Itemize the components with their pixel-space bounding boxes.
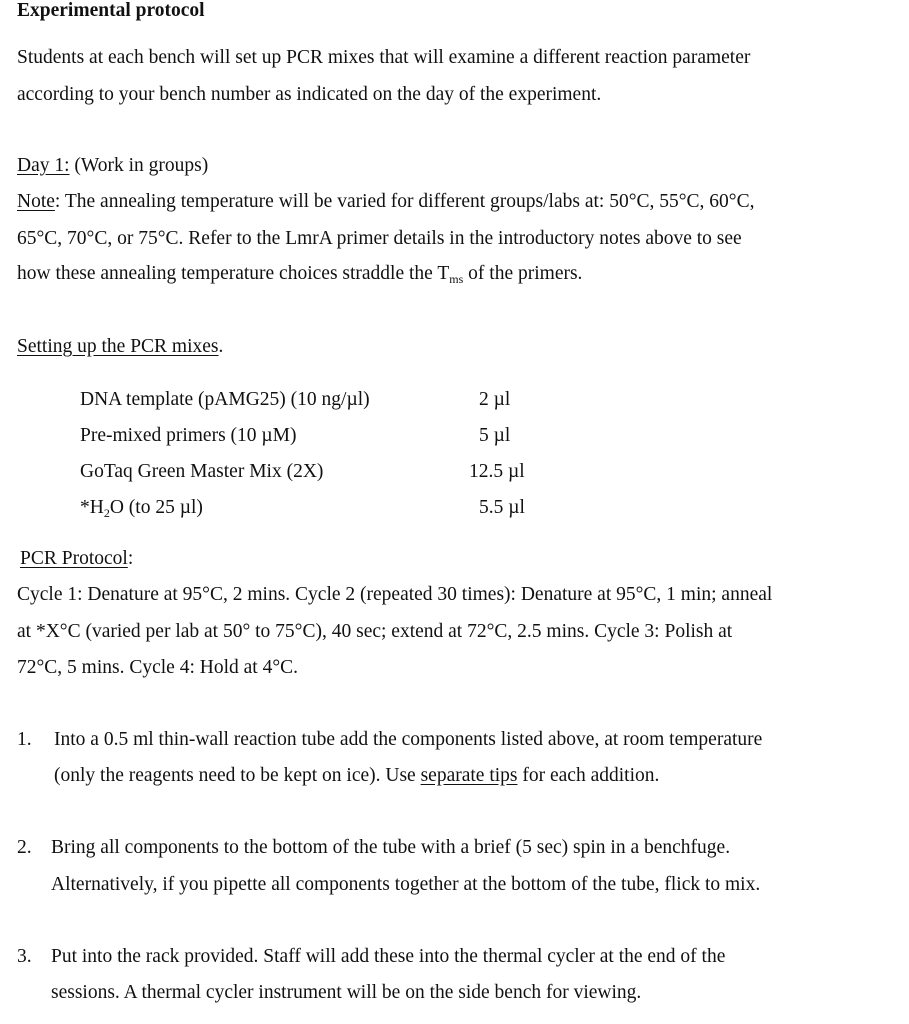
step-3-line-2: sessions. A thermal cycler instrument will be on the side bench for viewing. — [51, 982, 642, 1003]
step-2-line-2: Alternatively, if you pipette all components together at the bottom of the tube, flick to mix. — [51, 874, 761, 895]
step-number: 3. — [17, 946, 32, 967]
pcr-label-end: : — [127, 548, 134, 569]
day1-heading — [17, 156, 208, 176]
reagent-name: Pre-mixed primers (10 µM) — [80, 425, 297, 446]
step-3-line-1: Put into the rack provided. Staff will add these into the thermal cycler at the end of the — [51, 946, 726, 967]
pcr-heading — [20, 549, 133, 569]
setup-heading — [17, 337, 223, 357]
reagent-volume: 5 µl — [479, 425, 511, 446]
day1-label: Day 1: — [17, 155, 70, 176]
step-1-line-2-post: for each addition. — [517, 765, 660, 786]
pcr-line-1: Cycle 1: Denature at 95°C, 2 mins. Cycle 2 (repeated 30 times): Denature at 95°C, 1 min; anneal — [17, 584, 773, 605]
note-line-3 — [17, 264, 582, 284]
tm-subscript: ms — [449, 272, 464, 286]
intro-line-1: Students at each bench will set up PCR mixes that will examine a different reaction parameter — [17, 47, 751, 68]
reagent-name: DNA template (pAMG25) (10 ng/µl) — [80, 389, 370, 410]
step-number: 2. — [17, 837, 32, 858]
note-line-1 — [17, 192, 755, 212]
step-1-line-2-pre: (only the reagents need to be kept on ice). Use — [54, 765, 421, 786]
setup-heading-end: . — [218, 336, 224, 357]
note-text-3-pre: how these annealing temperature choices straddle the T — [17, 263, 450, 284]
reagent-volume: 12.5 µl — [469, 461, 525, 482]
water-subscript: 2 — [103, 506, 110, 520]
reagent-name: GoTaq Green Master Mix (2X) — [80, 461, 324, 482]
pcr-line-2: at *X°C (varied per lab at 50° to 75°C), 40 sec; extend at 72°C, 2.5 mins. Cycle 3: Polish at — [17, 621, 733, 642]
setup-heading-text: Setting up the PCR mixes — [17, 336, 219, 357]
reagent-name — [80, 498, 203, 518]
separate-tips-emphasis: separate tips — [420, 765, 518, 786]
page-title: Experimental protocol — [17, 0, 205, 21]
step-1-line-1: Into a 0.5 ml thin-wall reaction tube add the components listed above, at room temperature — [54, 729, 763, 750]
reagent-volume: 2 µl — [479, 389, 511, 410]
water-post: O (to 25 µl) — [109, 497, 203, 518]
step-1-line-2 — [54, 766, 659, 786]
pcr-label: PCR Protocol — [20, 548, 128, 569]
step-2-line-1: Bring all components to the bottom of the tube with a brief (5 sec) spin in a benchfuge. — [51, 837, 731, 858]
intro-line-2: according to your bench number as indicated on the day of the experiment. — [17, 84, 602, 105]
pcr-line-3: 72°C, 5 mins. Cycle 4: Hold at 4°C. — [17, 657, 299, 678]
step-number: 1. — [17, 729, 32, 750]
note-text-1: : The annealing temperature will be varied for different groups/labs at: 50°C, 55°C, 60°C, — [54, 191, 755, 212]
day1-suffix: (Work in groups) — [69, 155, 209, 176]
note-text-3-post: of the primers. — [463, 263, 583, 284]
note-label: Note — [17, 191, 55, 212]
reagent-volume: 5.5 µl — [479, 497, 525, 518]
water-pre: *H — [80, 497, 104, 518]
note-line-2: 65°C, 70°C, or 75°C. Refer to the LmrA primer details in the introductory notes above to see — [17, 228, 742, 249]
